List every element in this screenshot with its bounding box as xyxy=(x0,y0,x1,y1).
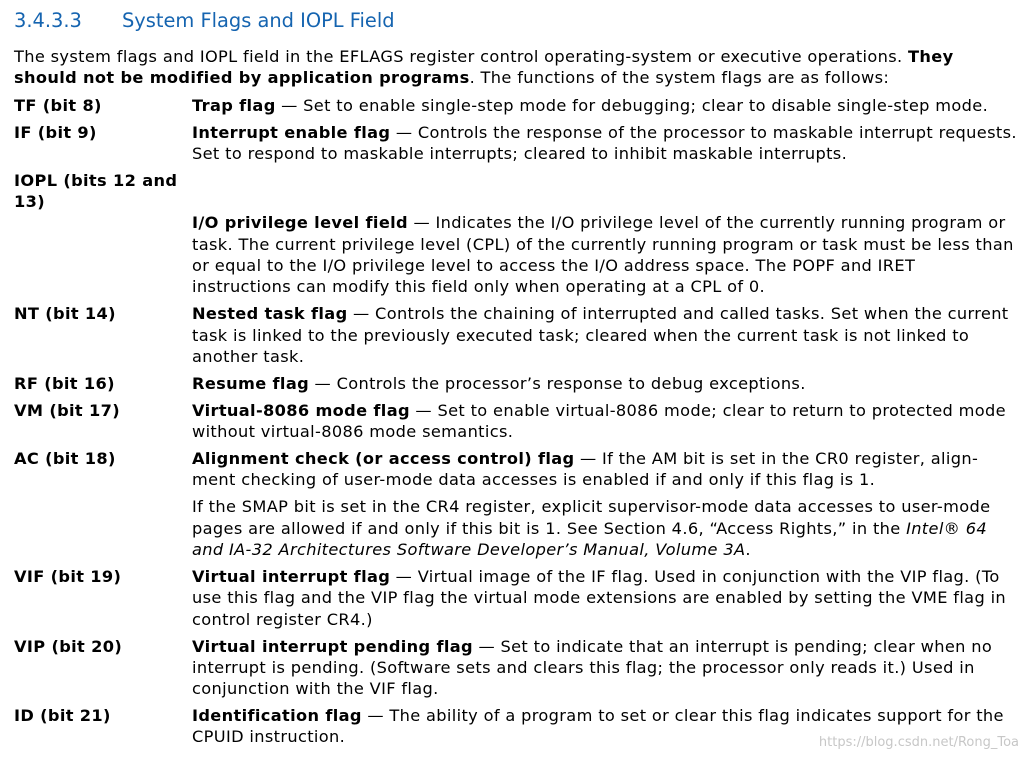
flag-description-text: — The ability of a program to set or clear this flag indicates support for the CPUID instruction. xyxy=(192,706,1004,747)
flag-entry-vm xyxy=(14,400,1019,443)
flag-name: Virtual interrupt flag xyxy=(192,567,391,587)
flag-description xyxy=(192,212,1019,297)
flag-description xyxy=(192,373,1019,394)
flag-description xyxy=(192,448,1019,560)
flag-entry-ac xyxy=(14,448,1019,560)
flag-description-text: — Indicates the I/O privilege level of the currently running program or task. The current privilege level (CPL) of the currently running program or task must be less than or equal to the I/O privilege level to access the I/O address space. The POPF and IRET instructions can modify this field only when operating at a CPL of 0. xyxy=(192,213,1014,297)
flag-label: AC (bit 18) xyxy=(14,449,116,469)
flag-description xyxy=(192,303,1019,367)
flag-description xyxy=(192,122,1019,165)
document-page xyxy=(14,0,1019,753)
flag-extra-text: If the SMAP bit is set in the CR4 register, explicit supervisor-mode data accesses to user-mode pages are allowed if and only if this bit is 1. See Section 4.6, “Access Rights,” in the xyxy=(192,497,991,538)
flag-label: NT (bit 14) xyxy=(14,304,116,324)
flag-name: Identification flag xyxy=(192,706,362,726)
flag-label: IF (bit 9) xyxy=(14,122,97,142)
flag-description-text: — Set to indicate that an interrupt is pending; clear when no interrupt is pending. (Software sets and clears this flag; the processor only reads it.) Used in conjunction with the VIF flag. xyxy=(192,636,993,699)
flag-description-main xyxy=(192,448,1019,491)
flag-label: ID (bit 21) xyxy=(14,706,111,726)
flag-name: Nested task flag xyxy=(192,304,348,324)
manual-reference: Intel® 64 and IA-32 Architectures Software Developer’s Manual, Volume 3A xyxy=(192,518,987,560)
flag-description-text: — Controls the processor’s response to debug exceptions. xyxy=(309,373,806,393)
flag-description-text: — Set to enable single-step mode for debugging; clear to disable single-step mode. xyxy=(275,95,989,115)
flag-description xyxy=(192,400,1019,443)
flag-label: IOPL (bits 12 and 13) xyxy=(14,170,178,212)
flag-entry-nt xyxy=(14,303,1019,367)
flag-label: VM (bit 17) xyxy=(14,400,120,420)
flag-name: Alignment check (or access control) flag xyxy=(192,449,575,469)
flag-label: TF (bit 8) xyxy=(14,95,102,115)
flag-description-text: — If the AM bit is set in the CR0 register, align-ment checking of user-mode data accesses is enabled if and only if this flag is 1. xyxy=(192,449,979,490)
section-header xyxy=(14,10,1019,40)
flag-description xyxy=(192,95,1019,116)
flag-description xyxy=(192,636,1019,700)
flag-description-text: — Set to enable virtual-8086 mode; clear to return to protected mode without virtual-8086 mode semantics. xyxy=(192,400,1006,442)
flag-entry-if xyxy=(14,122,1019,165)
flag-name: I/O privilege level field xyxy=(192,213,408,233)
flag-entry-tf xyxy=(14,95,1019,116)
flag-description xyxy=(192,566,1019,630)
flag-description-text: — Controls the chaining of interrupted and called tasks. Set when the current task is linked to the previously executed task; cleared when the current task is not linked to another task. xyxy=(192,304,1009,366)
intro-text-end: . The functions of the system flags are as follows: xyxy=(469,68,890,88)
flag-name: Virtual interrupt pending flag xyxy=(192,636,473,656)
flag-label: RF (bit 16) xyxy=(14,373,115,393)
intro-text: The system flags and IOPL field in the EFLAGS register control operating-system or executive operations. xyxy=(14,47,909,66)
flag-entry-rf xyxy=(14,373,1019,394)
intro-bold-text: They should not be modified by application programs xyxy=(14,47,954,88)
section-number: 3.4.3.3 xyxy=(14,9,82,32)
watermark-text: https://blog.csdn.net/Rong_Toa xyxy=(818,735,1019,750)
flag-description-text: — Controls the response of the processor to maskable interrupt requests. Set to respond to maskable interrupts; cleared to inhibit maskable interrupts. xyxy=(192,122,1017,163)
flag-extra-end: . xyxy=(745,540,751,560)
flag-label: VIF (bit 19) xyxy=(14,567,122,587)
flag-entry-vif xyxy=(14,566,1019,630)
flag-entry-iopl xyxy=(14,170,1019,298)
flag-name: Interrupt enable flag xyxy=(192,122,391,142)
flag-description-text: — Virtual image of the IF flag. Used in conjunction with the VIP flag. (To use this flag and the VIP flag the virtual mode extensions are enabled by setting the VME flag in control register CR4.) xyxy=(192,567,1007,629)
flag-name: Virtual-8086 mode flag xyxy=(192,400,410,420)
flag-name: Resume flag xyxy=(192,373,310,393)
flag-label: VIP (bit 20) xyxy=(14,636,123,656)
flag-extra-paragraph xyxy=(192,496,1019,560)
section-title: System Flags and IOPL Field xyxy=(122,9,395,32)
flag-name: Trap flag xyxy=(192,95,276,115)
intro-paragraph xyxy=(14,46,1019,89)
flag-entry-vip xyxy=(14,636,1019,700)
